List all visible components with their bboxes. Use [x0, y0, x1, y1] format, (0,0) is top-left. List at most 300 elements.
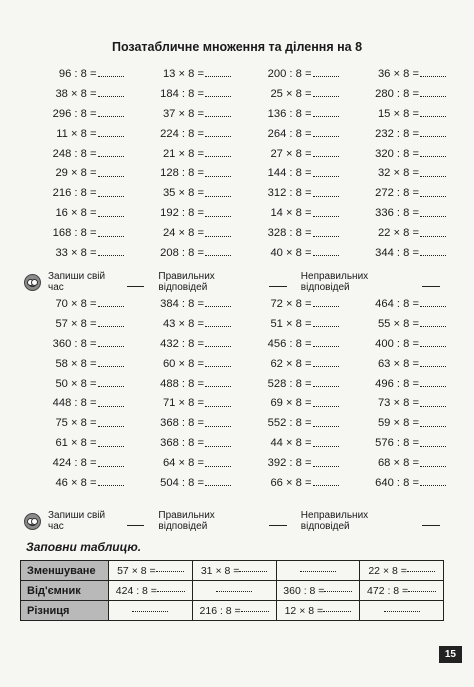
- answer-blank[interactable]: [241, 611, 269, 612]
- exercise-item: [237, 124, 345, 144]
- answer-blank[interactable]: [313, 326, 339, 327]
- time-blank[interactable]: [127, 286, 145, 287]
- answer-blank[interactable]: [205, 236, 231, 237]
- wrong-blank[interactable]: [422, 286, 440, 287]
- answer-blank[interactable]: [313, 306, 339, 307]
- exercise-item: [237, 374, 345, 394]
- exercise-expression: 55 × 8 =: [377, 317, 419, 330]
- exercise-expression: 456 : 8 =: [267, 337, 312, 350]
- exercise-item: [22, 473, 130, 493]
- exercise-expression: 392 : 8 =: [267, 457, 312, 470]
- answer-blank[interactable]: [420, 96, 446, 97]
- exercise-expression: 24 × 8 =: [162, 227, 204, 240]
- page-title: Позатабличне множення та ділення на 8: [111, 40, 363, 54]
- exercise-item: [22, 203, 130, 223]
- answer-blank[interactable]: [98, 216, 124, 217]
- exercise-expression: 66 × 8 =: [270, 476, 312, 489]
- answer-blank[interactable]: [420, 176, 446, 177]
- exercise-grid-2: [22, 294, 452, 493]
- answer-blank[interactable]: [205, 196, 231, 197]
- exercise-item: [345, 453, 453, 473]
- answer-blank[interactable]: [420, 426, 446, 427]
- answer-blank[interactable]: [205, 406, 231, 407]
- exercise-item: [237, 334, 345, 354]
- answer-blank[interactable]: [205, 386, 231, 387]
- table-cell[interactable]: [192, 561, 276, 581]
- exercise-expression: 200 : 8 =: [267, 67, 312, 80]
- exercise-expression: 69 × 8 =: [270, 397, 312, 410]
- exercise-expression: 528 : 8 =: [267, 377, 312, 390]
- answer-blank[interactable]: [98, 156, 124, 157]
- answer-blank[interactable]: [205, 346, 231, 347]
- answer-blank[interactable]: [205, 255, 231, 256]
- answer-blank[interactable]: [156, 571, 184, 572]
- exercise-item: [130, 124, 238, 144]
- exercise-expression: 464 : 8 =: [375, 297, 419, 310]
- exercise-item: [237, 64, 345, 84]
- answer-blank[interactable]: [98, 196, 124, 197]
- table-cell[interactable]: [192, 601, 276, 621]
- answer-blank[interactable]: [420, 196, 446, 197]
- exercise-expression: 71 × 8 =: [162, 397, 204, 410]
- self-check-2: [24, 511, 454, 531]
- exercise-item: [22, 354, 130, 374]
- exercise-expression: 35 × 8 =: [162, 187, 204, 200]
- exercise-expression: 368 : 8 =: [160, 417, 204, 430]
- answer-blank[interactable]: [205, 216, 231, 217]
- exercise-item: [130, 314, 238, 334]
- answer-blank[interactable]: [205, 466, 231, 467]
- answer-blank[interactable]: [313, 116, 339, 117]
- exercise-item: [130, 183, 238, 203]
- exercise-expression: 312 : 8 =: [267, 187, 312, 200]
- wrong-label: Неправильних відповідей: [300, 510, 369, 532]
- exercise-expression: 432 : 8 =: [160, 337, 204, 350]
- exercise-item: [130, 393, 238, 413]
- exercise-expression: 14 × 8 =: [270, 207, 312, 220]
- answer-blank[interactable]: [205, 116, 231, 117]
- answer-blank[interactable]: [313, 255, 339, 256]
- cell-expression: 424 : 8 =: [115, 584, 157, 597]
- exercise-expression: 496 : 8 =: [375, 377, 419, 390]
- exercise-expression: 488 : 8 =: [160, 377, 204, 390]
- exercise-expression: 61 × 8 =: [55, 437, 97, 450]
- exercise-expression: 96 : 8 =: [58, 67, 97, 80]
- answer-blank[interactable]: [205, 485, 231, 486]
- answer-blank[interactable]: [420, 466, 446, 467]
- exercise-item: [22, 413, 130, 433]
- exercise-item: [22, 453, 130, 473]
- answer-blank[interactable]: [98, 386, 124, 387]
- exercise-expression: 58 × 8 =: [55, 357, 97, 370]
- answer-blank[interactable]: [313, 96, 339, 97]
- exercise-expression: 60 × 8 =: [162, 357, 204, 370]
- exercise-expression: 248 : 8 =: [52, 147, 97, 160]
- exercise-expression: 320 : 8 =: [375, 147, 419, 160]
- table-cell[interactable]: [109, 561, 193, 581]
- time-label: Запиши свій час: [48, 271, 106, 293]
- answer-blank[interactable]: [323, 611, 351, 612]
- exercise-item: [345, 473, 453, 493]
- exercise-item: [22, 183, 130, 203]
- exercise-item: [345, 64, 453, 84]
- exercise-expression: 552 : 8 =: [267, 417, 312, 430]
- exercise-item: [345, 104, 453, 124]
- exercise-item: [237, 144, 345, 164]
- answer-blank[interactable]: [420, 306, 446, 307]
- answer-blank[interactable]: [205, 76, 231, 77]
- exercise-expression: 216 : 8 =: [52, 187, 97, 200]
- row-header: Зменшуване: [21, 561, 109, 581]
- cell-expression: 472 : 8 =: [367, 584, 409, 597]
- cell-expression: 22 × 8 =: [368, 564, 407, 577]
- exercise-item: [130, 413, 238, 433]
- exercise-expression: 63 × 8 =: [377, 357, 419, 370]
- exercise-expression: 264 : 8 =: [267, 127, 312, 140]
- row-header: Різниця: [21, 601, 109, 621]
- time-label: Запиши свій час: [48, 510, 106, 532]
- exercise-item: [237, 354, 345, 374]
- exercise-expression: 272 : 8 =: [375, 187, 419, 200]
- exercise-expression: 62 × 8 =: [270, 357, 312, 370]
- exercise-item: [237, 433, 345, 453]
- answer-blank[interactable]: [216, 591, 252, 592]
- answer-blank[interactable]: [98, 466, 124, 467]
- exercise-expression: 46 × 8 =: [55, 476, 97, 489]
- answer-blank[interactable]: [384, 611, 420, 612]
- exercise-expression: 32 × 8 =: [377, 167, 419, 180]
- exercise-item: [345, 144, 453, 164]
- exercise-expression: 448 : 8 =: [52, 397, 97, 410]
- exercise-expression: 27 × 8 =: [270, 147, 312, 160]
- exercise-expression: 72 × 8 =: [270, 297, 312, 310]
- table-row: [21, 581, 444, 601]
- exercise-expression: 25 × 8 =: [270, 87, 312, 100]
- cell-expression: 31 × 8 =: [200, 564, 240, 577]
- correct-label: Правильних відповідей: [158, 271, 215, 293]
- answer-blank[interactable]: [420, 116, 446, 117]
- answer-blank[interactable]: [420, 346, 446, 347]
- exercise-expression: 344 : 8 =: [375, 246, 419, 259]
- exercise-item: [22, 163, 130, 183]
- exercise-expression: 64 × 8 =: [162, 457, 204, 470]
- exercise-expression: 13 × 8 =: [162, 67, 204, 80]
- exercise-item: [237, 84, 345, 104]
- answer-blank[interactable]: [313, 346, 339, 347]
- table-cell[interactable]: [360, 581, 444, 601]
- exercise-item: [130, 163, 238, 183]
- answer-blank[interactable]: [98, 76, 124, 77]
- answer-blank[interactable]: [420, 76, 446, 77]
- smiley-icon: [24, 274, 41, 291]
- answer-blank[interactable]: [420, 366, 446, 367]
- exercise-expression: 59 × 8 =: [377, 417, 419, 430]
- answer-blank[interactable]: [313, 76, 339, 77]
- answer-blank[interactable]: [205, 446, 231, 447]
- exercise-item: [237, 163, 345, 183]
- page-number: 15: [439, 646, 462, 663]
- exercise-expression: 15 × 8 =: [377, 107, 419, 120]
- exercise-expression: 43 × 8 =: [162, 317, 204, 330]
- exercise-item: [237, 453, 345, 473]
- cell-expression: 12 × 8 =: [284, 604, 324, 617]
- exercise-item: [22, 393, 130, 413]
- time-blank[interactable]: [127, 525, 145, 526]
- exercise-item: [130, 473, 238, 493]
- answer-blank[interactable]: [313, 386, 339, 387]
- exercise-item: [22, 314, 130, 334]
- exercise-expression: 296 : 8 =: [52, 107, 97, 120]
- exercise-expression: 208 : 8 =: [160, 246, 204, 259]
- exercise-item: [345, 183, 453, 203]
- row-header: Від'ємник: [21, 581, 109, 601]
- self-check-1: [24, 272, 454, 292]
- exercise-item: [345, 84, 453, 104]
- exercise-expression: 16 × 8 =: [55, 207, 97, 220]
- exercise-item: [345, 203, 453, 223]
- answer-blank[interactable]: [98, 176, 124, 177]
- exercise-item: [237, 183, 345, 203]
- correct-label: Правильних відповідей: [158, 510, 215, 532]
- exercise-item: [345, 393, 453, 413]
- exercise-expression: 36 × 8 =: [377, 67, 419, 80]
- exercise-item: [22, 223, 130, 243]
- table-row: [21, 601, 444, 621]
- answer-blank[interactable]: [313, 485, 339, 486]
- answer-blank[interactable]: [408, 591, 436, 592]
- answer-blank[interactable]: [98, 426, 124, 427]
- exercise-item: [22, 433, 130, 453]
- exercise-expression: 400 : 8 =: [375, 337, 419, 350]
- exercise-item: [237, 393, 345, 413]
- exercise-expression: 22 × 8 =: [377, 227, 419, 240]
- table-cell[interactable]: [109, 601, 193, 621]
- exercise-item: [22, 334, 130, 354]
- fill-table: [20, 560, 444, 621]
- answer-blank[interactable]: [313, 236, 339, 237]
- exercise-item: [22, 144, 130, 164]
- exercise-item: [237, 413, 345, 433]
- correct-blank[interactable]: [269, 525, 287, 526]
- answer-blank[interactable]: [313, 176, 339, 177]
- answer-blank[interactable]: [313, 156, 339, 157]
- exercise-expression: 50 × 8 =: [55, 377, 97, 390]
- exercise-item: [345, 354, 453, 374]
- answer-blank[interactable]: [420, 446, 446, 447]
- exercise-item: [130, 84, 238, 104]
- exercise-item: [345, 163, 453, 183]
- exercise-item: [130, 203, 238, 223]
- answer-blank[interactable]: [205, 136, 231, 137]
- answer-blank[interactable]: [420, 386, 446, 387]
- answer-blank[interactable]: [205, 366, 231, 367]
- exercise-item: [130, 334, 238, 354]
- answer-blank[interactable]: [313, 216, 339, 217]
- table-cell[interactable]: [360, 561, 444, 581]
- answer-blank[interactable]: [98, 255, 124, 256]
- exercise-item: [345, 243, 453, 263]
- exercise-item: [237, 314, 345, 334]
- answer-blank[interactable]: [420, 236, 446, 237]
- exercise-expression: 576 : 8 =: [375, 437, 419, 450]
- answer-blank[interactable]: [420, 156, 446, 157]
- exercise-expression: 384 : 8 =: [160, 297, 204, 310]
- exercise-item: [130, 354, 238, 374]
- correct-blank[interactable]: [269, 286, 287, 287]
- answer-blank[interactable]: [98, 236, 124, 237]
- wrong-label: Неправильних відповідей: [300, 271, 369, 293]
- exercise-item: [237, 243, 345, 263]
- exercise-item: [345, 294, 453, 314]
- answer-blank[interactable]: [205, 426, 231, 427]
- exercise-expression: 37 × 8 =: [162, 107, 204, 120]
- exercise-expression: 11 × 8 =: [56, 127, 97, 140]
- answer-blank[interactable]: [313, 406, 339, 407]
- answer-blank[interactable]: [300, 571, 336, 572]
- answer-blank[interactable]: [420, 406, 446, 407]
- exercise-expression: 38 × 8 =: [55, 87, 97, 100]
- exercise-item: [22, 124, 130, 144]
- exercise-item: [345, 433, 453, 453]
- exercise-item: [22, 374, 130, 394]
- exercise-expression: 73 × 8 =: [377, 397, 419, 410]
- exercise-grid-1: [22, 64, 452, 263]
- exercise-expression: 168 : 8 =: [52, 227, 97, 240]
- answer-blank[interactable]: [420, 136, 446, 137]
- exercise-item: [130, 104, 238, 124]
- answer-blank[interactable]: [313, 426, 339, 427]
- answer-blank[interactable]: [98, 96, 124, 97]
- answer-blank[interactable]: [205, 96, 231, 97]
- exercise-expression: 504 : 8 =: [160, 476, 204, 489]
- exercise-item: [22, 243, 130, 263]
- exercise-expression: 70 × 8 =: [55, 297, 97, 310]
- exercise-item: [345, 413, 453, 433]
- answer-blank[interactable]: [239, 571, 267, 572]
- exercise-expression: 184 : 8 =: [160, 87, 204, 100]
- exercise-item: [345, 223, 453, 243]
- exercise-expression: 136 : 8 =: [267, 107, 312, 120]
- exercise-item: [237, 223, 345, 243]
- cell-expression: 216 : 8 =: [199, 604, 241, 617]
- exercise-expression: 232 : 8 =: [375, 127, 419, 140]
- answer-blank[interactable]: [407, 571, 435, 572]
- answer-blank[interactable]: [313, 466, 339, 467]
- exercise-expression: 192 : 8 =: [160, 207, 204, 220]
- answer-blank[interactable]: [98, 366, 124, 367]
- exercise-item: [22, 104, 130, 124]
- answer-blank[interactable]: [98, 326, 124, 327]
- exercise-item: [345, 124, 453, 144]
- exercise-item: [130, 223, 238, 243]
- exercise-expression: 29 × 8 =: [55, 167, 97, 180]
- exercise-item: [130, 144, 238, 164]
- cell-expression: 360 : 8 =: [283, 584, 325, 597]
- exercise-expression: 360 : 8 =: [52, 337, 97, 350]
- answer-blank[interactable]: [420, 326, 446, 327]
- answer-blank[interactable]: [205, 156, 231, 157]
- exercise-item: [237, 203, 345, 223]
- exercise-item: [130, 374, 238, 394]
- answer-blank[interactable]: [205, 176, 231, 177]
- answer-blank[interactable]: [205, 326, 231, 327]
- answer-blank[interactable]: [324, 591, 352, 592]
- exercise-item: [345, 314, 453, 334]
- exercise-item: [130, 64, 238, 84]
- answer-blank[interactable]: [98, 116, 124, 117]
- table-cell[interactable]: [276, 561, 360, 581]
- answer-blank[interactable]: [98, 406, 124, 407]
- exercise-item: [22, 294, 130, 314]
- exercise-expression: 57 × 8 =: [55, 317, 97, 330]
- exercise-item: [22, 64, 130, 84]
- answer-blank[interactable]: [98, 136, 124, 137]
- answer-blank[interactable]: [98, 306, 124, 307]
- table-cell[interactable]: [276, 581, 360, 601]
- exercise-expression: 21 × 8 =: [162, 147, 204, 160]
- exercise-expression: 328 : 8 =: [267, 227, 312, 240]
- exercise-item: [237, 294, 345, 314]
- answer-blank[interactable]: [157, 591, 185, 592]
- exercise-expression: 51 × 8 =: [270, 317, 312, 330]
- answer-blank[interactable]: [420, 216, 446, 217]
- exercise-expression: 75 × 8 =: [55, 417, 97, 430]
- table-cell[interactable]: [276, 601, 360, 621]
- exercise-expression: 336 : 8 =: [375, 207, 419, 220]
- exercise-expression: 128 : 8 =: [160, 167, 204, 180]
- answer-blank[interactable]: [205, 306, 231, 307]
- answer-blank[interactable]: [313, 366, 339, 367]
- exercise-expression: 368 : 8 =: [160, 437, 204, 450]
- table-row: [21, 561, 444, 581]
- answer-blank[interactable]: [420, 485, 446, 486]
- exercise-expression: 40 × 8 =: [270, 246, 312, 259]
- exercise-item: [130, 243, 238, 263]
- exercise-item: [130, 433, 238, 453]
- exercise-expression: 424 : 8 =: [52, 457, 97, 470]
- exercise-item: [237, 473, 345, 493]
- wrong-blank[interactable]: [422, 525, 440, 526]
- exercise-expression: 144 : 8 =: [267, 167, 312, 180]
- exercise-item: [345, 334, 453, 354]
- answer-blank[interactable]: [98, 446, 124, 447]
- exercise-expression: 33 × 8 =: [55, 246, 97, 259]
- table-title: Заповни таблицю.: [26, 540, 142, 554]
- answer-blank[interactable]: [420, 255, 446, 256]
- smiley-icon: [24, 513, 41, 530]
- answer-blank[interactable]: [313, 196, 339, 197]
- table-cell[interactable]: [360, 601, 444, 621]
- answer-blank[interactable]: [132, 611, 168, 612]
- exercise-expression: 640 : 8 =: [375, 476, 419, 489]
- exercise-item: [345, 374, 453, 394]
- exercise-item: [22, 84, 130, 104]
- exercise-expression: 44 × 8 =: [270, 437, 312, 450]
- exercise-item: [237, 104, 345, 124]
- exercise-item: [130, 453, 238, 473]
- answer-blank[interactable]: [98, 485, 124, 486]
- table-cell[interactable]: [192, 581, 276, 601]
- answer-blank[interactable]: [98, 346, 124, 347]
- exercise-expression: 280 : 8 =: [375, 87, 419, 100]
- answer-blank[interactable]: [313, 136, 339, 137]
- answer-blank[interactable]: [313, 446, 339, 447]
- cell-expression: 57 × 8 =: [117, 564, 156, 577]
- exercise-expression: 224 : 8 =: [160, 127, 204, 140]
- table-cell[interactable]: [109, 581, 193, 601]
- exercise-item: [130, 294, 238, 314]
- exercise-expression: 68 × 8 =: [377, 457, 419, 470]
